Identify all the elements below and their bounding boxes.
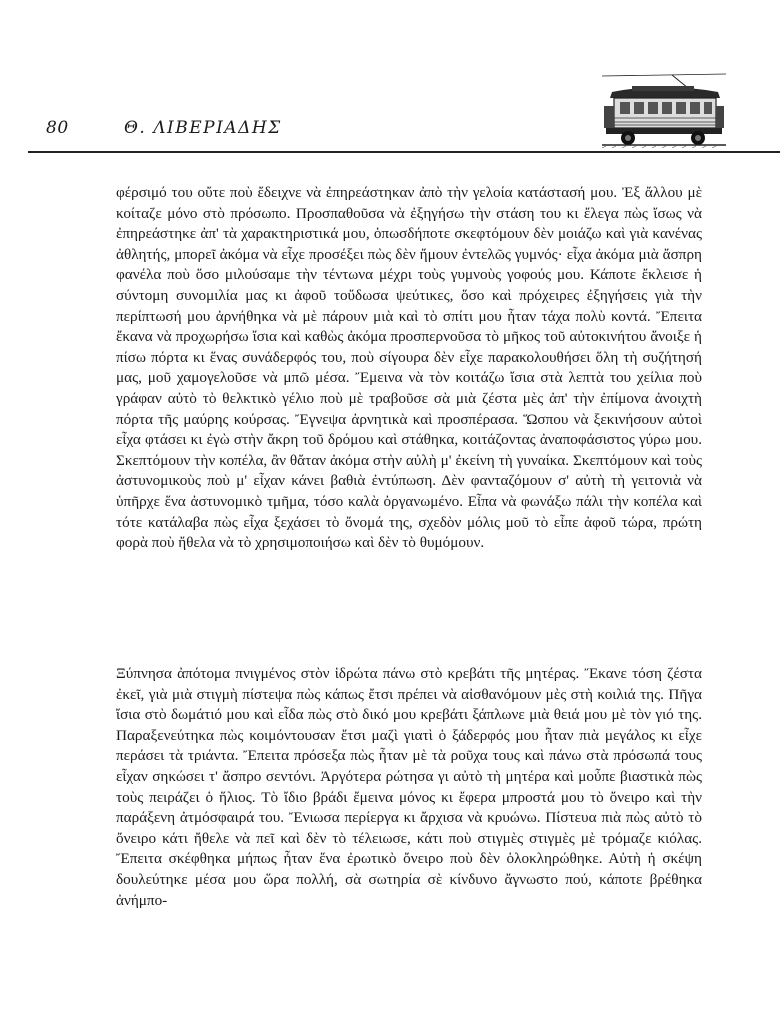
- header-rule: [28, 151, 780, 153]
- page-number: 80: [46, 118, 69, 138]
- body-paragraph-2: [116, 664, 702, 911]
- paragraph-text: Ξύπνησα ἀπότομα πνιγμένος στὸν ἱδρώτα πάνω στὸ κρεβάτι τῆς μητέρας. Ἔκανε τόση ζέστα ἐκεῖ, γιὰ μιὰ στιγμὴ πίστεψα πὼς κάπως ἔτσι πρέπει νὰ αἰσθανόμουν μὲς στὴ κοιλιά της. Πῆγα ἴσια στὸ δωμάτιό μου καὶ εἶδα πὼς στὸ δικό μου κρεβάτι ξάπλωνε μιὰ θειά μου μὲ τὸν γιό της. Παραξενεύτηκα πὼς κοιμόντουσαν ἔτσι μαζὶ γιατὶ ὁ ξάδερφός μου ἦταν πιὰ μεγάλος κι εἶχε περάσει τὰ τριάντα. Ἔπειτα πρόσεξα πὼς ἦταν μὲ τὰ ροῦχα τους καὶ πάνω στὰ πρόσωπά τους εἶχαν σηκώσει τ' ἄσπρο σεντόνι. Ἀργότερα ρώτησα γι αὐτὸ τὴ μητέρα καὶ μοὖπε βιαστικὰ πὼς τοὺς πειράζει ὁ ἥλιος. Τὸ ἴδιο βράδι ἔμεινα μόνος κι ἔφερα μπροστά μου τὸ ὄνειρο καὶ τὴν παράξενη ἀτμόσφαιρά του. Ἔνιωσα περίεργα κι ἄρχισα νὰ κρυώνω. Πίστευα πιὰ πὼς αὐτὸ τὸ ὄνειρο κάτι ἤθελε νὰ πεῖ καὶ δὲν τὸ τέλειωσε, κάτι ποὺ στιγμὲς στιγμὲς μὲ τρόμαζε κιόλας. Ἔπειτα σκέφθηκα μήπως ἦταν ἕνα ἐρωτικὸ ὄνειρο ποὺ δὲν ὁλοκληρώθηκε. Αὐτὴ ἡ σκέψη δουλεύτηκε μέσα μου ὥρα πολλή, σὰ σωτηρία σὲ κίνδυνο ἄγνωστο πού, κάποτε βρέθηκα ἀνήμπο-: [116, 665, 702, 909]
- running-head-author: Θ. ΛΙΒΕΡΙΑΔΗΣ: [124, 118, 282, 138]
- body-paragraph-1: [116, 183, 702, 554]
- page-header: [0, 0, 780, 160]
- paragraph-text: φέρσιμό του οὔτε ποὺ ἔδειχνε νὰ ἐπηρεάστηκαν ἀπὸ τὴν γελοία κατάστασή μου. Ἐξ ἄλλου μὲ κοίταζε μόνο στὸ πρόσωπο. Προσπαθοῦσα νὰ ἐξηγήσω τὴν στάση του κι ἔλεγα πὼς ἴσως νὰ ἐπηρεάστηκε ἀπ' τὰ χαρακτηριστικά μου, ὁπωσδήποτε σκεφτόμουν δὲν μοιάζω καὶ γιὰ κανένας ἀθλητής, μπορεῖ ἀκόμα νὰ εἶχε προσέξει πὼς δὲν ἤμουν ἐντελῶς γυμνός· εἶχα ἀκόμα μιὰ ἄσπρη φανέλα ποὺ ὅσο μιλούσαμε τὴν τέντωνα μέχρι τοὺς γυμνοὺς γοφούς μου. Κάποτε ἔκλεισε ἡ σύντομη συνομιλία μας κι ἀφοῦ τοὔδωσα ψεύτικες, ὅσο καὶ πρόχειρες ἐξηγήσεις γιὰ τὴν περίπτωσή μου ἀρνήθηκα νὰ μὲ πάρουν μιὰ καὶ τὸ σπίτι μου ἦταν τάχα πολὺ κοντά. Ἔπειτα ἔκανα νὰ προχωρήσω ἴσια καὶ καθὼς ἀκόμα προσπερνοῦσα τὸ μῆκος τοῦ αὐτοκινήτου ἄνοιξε ἡ πίσω πόρτα κι ἕνας συνάδερφός του, ποὺ σίγουρα δὲν εἶχε παρακολουθήσει ὅλη τὴ συζήτησή μας, μοῦ χαμογελοῦσε νὰ μπῶ μέσα. Ἔμεινα νὰ τὸν κοιτάζω ἴσια στὰ λεπτὰ του χείλια ποὺ γράφαν αὐτὸ τὸ θελκτικὸ γέλιο ποὺ μὲ τραβοῦσε σὰ μιὰ ζέστα μὲς ἀπ' τὴν ἐπίμονα ἀνοιχτὴ πόρτα τῆς μαύρης κούρσας. Ἔγνεψα ἀρνητικὰ καὶ προσπέρασα. Ὥσπου νὰ ξεκινήσουν αὐτοὶ εἶχα φτάσει κι ἐγὼ στὴν ἄκρη τοῦ δρόμου καὶ στάθηκα, κοιτάζοντας ἀναποφάσιστος γύρω μου. Σκεπτόμουν τὴν κοπέλα, ἂν θἄταν ἀκόμα στὴν αὐλὴ μ' ἐκείνη τὴ γυναίκα. Σκεπτόμουν καὶ τοὺς ἀστυνομικοὺς ποὺ μ' εἶχαν κάνει βαθιὰ ἐντύπωση. Δὲν φανταζόμουν σ' αὐτὴ τὴ γειτονιὰ νὰ ὑπῆρχε ἕνα ἀστυνομικὸ τμῆμα, τόσο καλὰ ὀργανωμένο. Εἶπα νὰ φωνάξω πάλι τὴν κοπέλα καὶ τότε κατάλαβα πὼς εἶχα ξεχάσει τὸ ὄνομά της, σχεδὸν μόλις μοῦ τὸ εἶπε ἀφοῦ τώρα, πρώτη φορὰ ποὺ ἤθελα νὰ τὸ χρησιμοποιήσω καὶ δὲν τὸ θυμόμουν.: [116, 184, 702, 552]
- tram-car-icon: [602, 72, 726, 148]
